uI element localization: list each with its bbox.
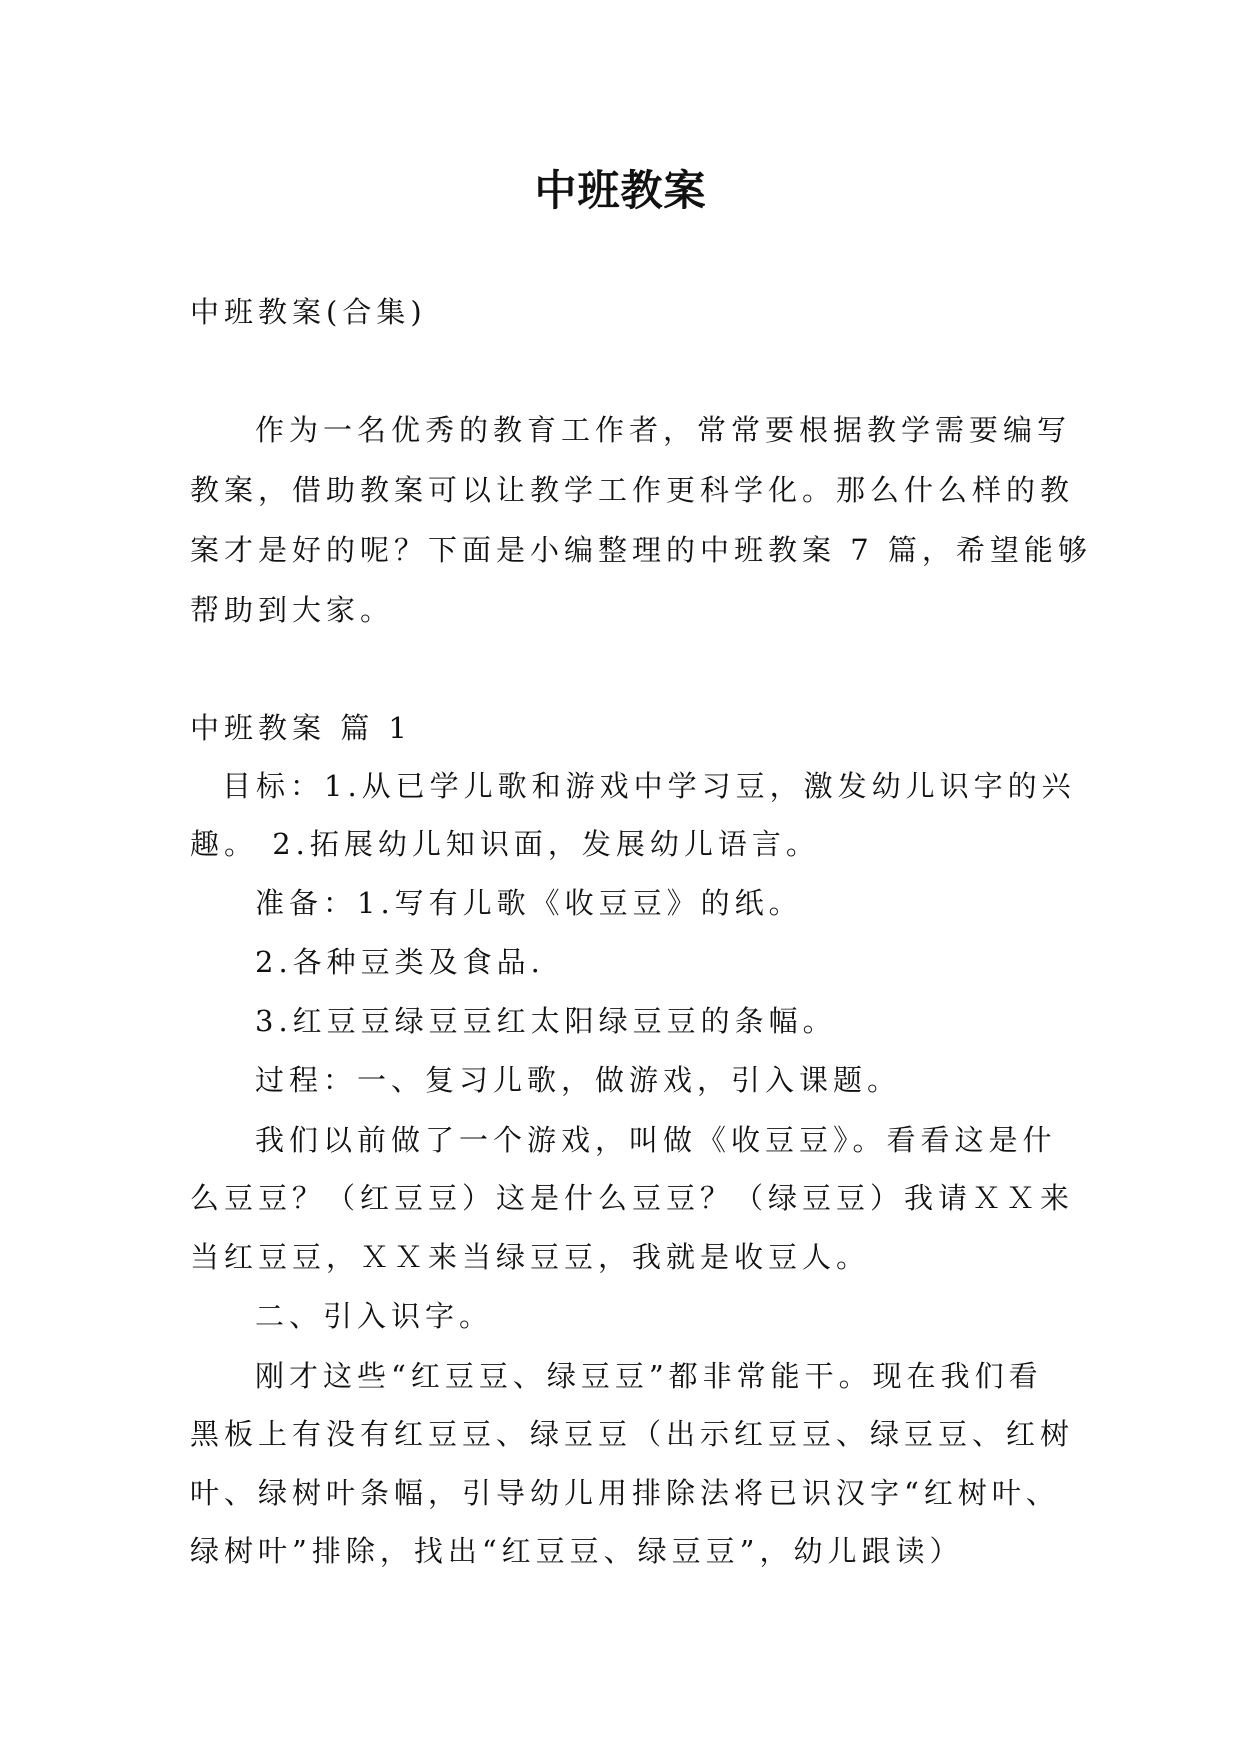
intro-line: 帮助到大家。 (190, 593, 395, 627)
body-line: 绿树叶”排除，找出“红豆豆、绿豆豆”，幼儿跟读） (190, 1534, 964, 1568)
body-line: 刚才这些“红豆豆、绿豆豆”都非常能干。现在我们看 (255, 1359, 1043, 1393)
intro-line: 作为一名优秀的教育工作者，常常要根据教学需要编写 (255, 413, 1072, 447)
body-line: 我们以前做了一个游戏，叫做《收豆豆》。看看这是什 (255, 1123, 1057, 1157)
document-subtitle: 中班教案(合集) (190, 295, 427, 329)
body-line: 二、引入识字。 (255, 1299, 494, 1333)
body-line: 目标：1.从已学儿歌和游戏中学习豆，激发幼儿识字的兴 (222, 769, 1076, 803)
document-title: 中班教案 (534, 166, 707, 215)
intro-line: 教案，借助教案可以让教学工作更科学化。那么什么样的教 (190, 473, 1075, 507)
intro-line: 案才是好的呢？下面是小编整理的中班教案 7 篇，希望能够 (190, 533, 1092, 567)
section-heading: 中班教案 篇 1 (190, 711, 412, 745)
body-line: 黑板上有没有红豆豆、绿豆豆（出示红豆豆、绿豆豆、红树 (190, 1417, 1075, 1451)
body-line: 准备：1.写有儿歌《收豆豆》的纸。 (255, 886, 803, 920)
body-line: 过程：一、复习儿歌，做游戏，引入课题。 (255, 1063, 902, 1097)
body-line: 当红豆豆，ＸＸ来当绿豆豆，我就是收豆人。 (190, 1240, 871, 1274)
body-line: 么豆豆？（红豆豆）这是什么豆豆？（绿豆豆）我请ＸＸ来 (190, 1181, 1075, 1215)
body-line: 2.各种豆类及食品. (255, 945, 545, 979)
body-line: 趣。 2.拓展幼儿知识面，发展幼儿语言。 (190, 827, 820, 861)
body-line: 叶、绿树叶条幅，引导幼儿用排除法将已识汉字“红树叶、 (190, 1476, 1060, 1510)
body-line: 3.红豆豆绿豆豆红太阳绿豆豆的条幅。 (255, 1004, 837, 1038)
